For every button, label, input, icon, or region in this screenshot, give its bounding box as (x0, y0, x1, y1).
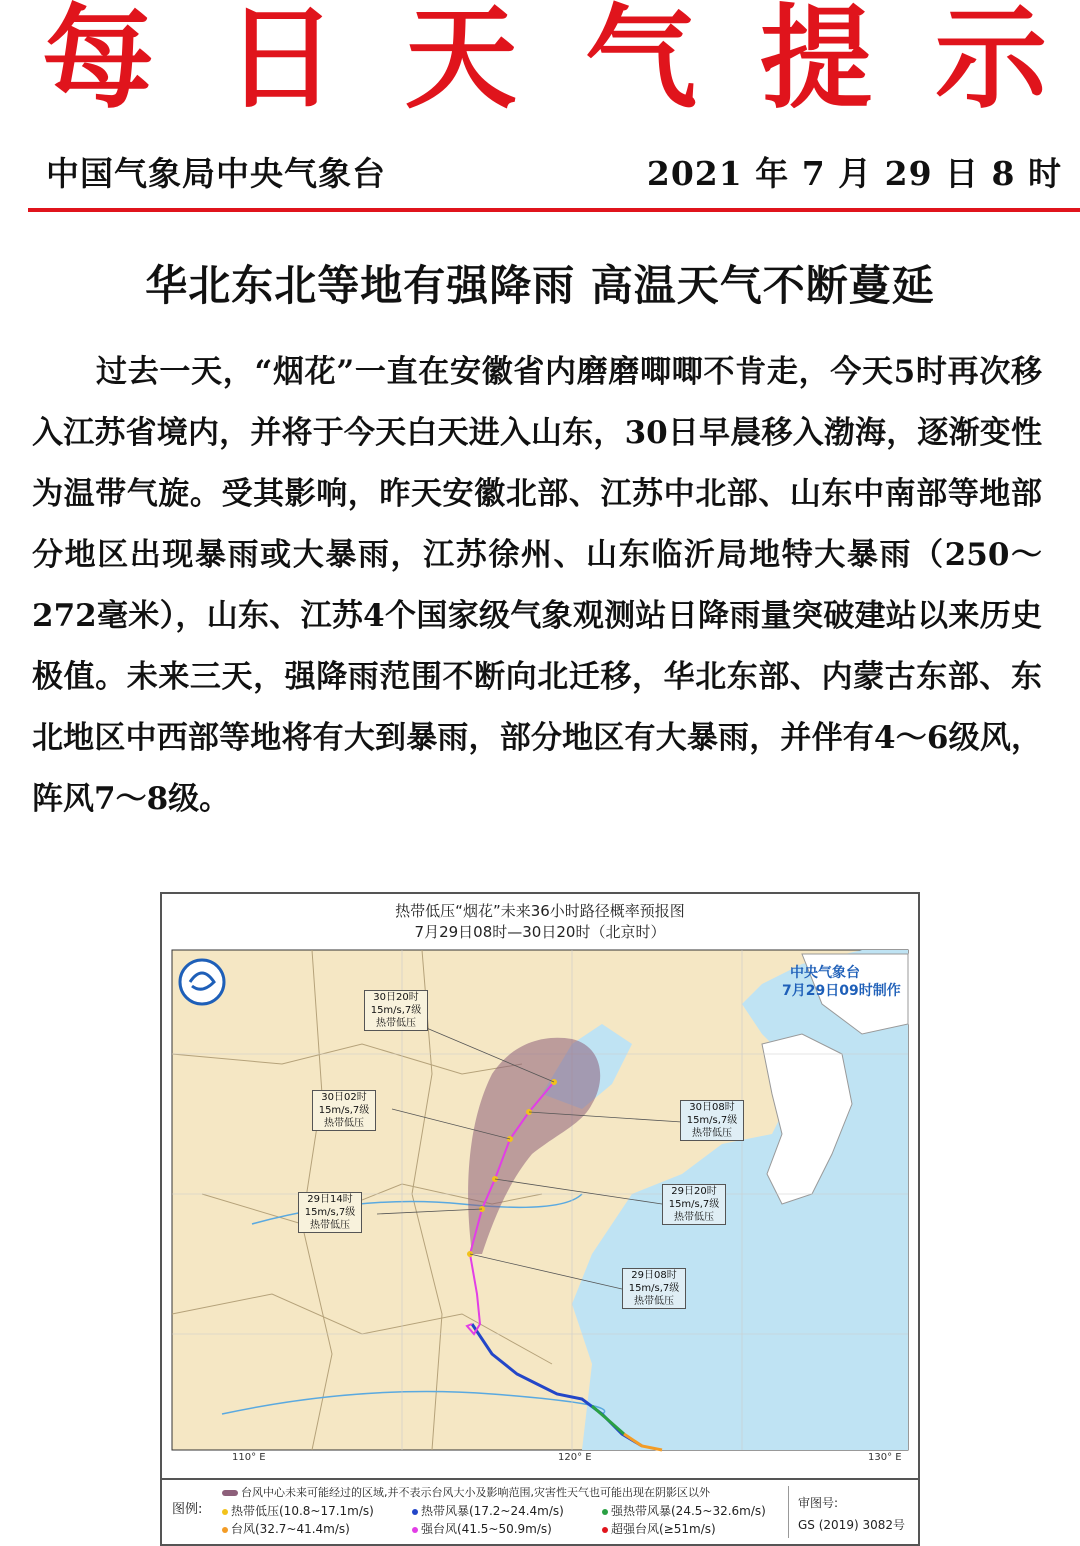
map-subtitle: 7月29日08时—30日20时（北京时） (414, 923, 666, 941)
banner-char: 每 (42, 0, 154, 124)
legend-cone-note: 台风中心未来可能经过的区域,并不表示台风大小及影响范围,灾害性天气也可能出现在阴影区以外 (222, 1484, 710, 1500)
map-title: 热带低压“烟花”未来36小时路径概率预报图 (395, 902, 685, 920)
legend-dot-icon (602, 1509, 608, 1515)
map-produced-at: 7月29日09时制作 (782, 983, 901, 999)
lon-label: 110° E (232, 1452, 266, 1463)
track-callout: 29日20时 15m/s,7级 热带低压 (662, 1184, 726, 1225)
legend-dot-icon (222, 1509, 228, 1515)
lon-label: 130° E (868, 1452, 902, 1463)
banner-title (0, 0, 1080, 124)
banner-char: 天 (405, 0, 517, 124)
map-producer: 中央气象台 (790, 965, 860, 981)
banner-char: 示 (935, 0, 1047, 124)
banner-char: 气 (585, 0, 697, 124)
issue-datetime: 2021 年 7 月 29 日 8 时 (646, 154, 1062, 193)
legend-item: 强台风(41.5~50.9m/s) (412, 1520, 552, 1537)
legend-dot-icon (222, 1527, 228, 1533)
lon-label: 120° E (558, 1452, 592, 1463)
approval-number: GS (2019) 3082号 (798, 1518, 905, 1532)
headline: 华北东北等地有强降雨 高温天气不断蔓延 (145, 261, 935, 310)
legend-item: 强热带风暴(24.5~32.6m/s) (602, 1502, 766, 1519)
track-callout: 30日02时 15m/s,7级 热带低压 (312, 1090, 376, 1131)
legend-dot-icon (602, 1527, 608, 1533)
cma-logo (180, 960, 224, 1004)
banner-char: 日 (225, 0, 337, 124)
legend-item: 热带风暴(17.2~24.4m/s) (412, 1502, 564, 1519)
cone-swatch-icon (222, 1490, 238, 1496)
track-callout: 29日14时 15m/s,7级 热带低压 (298, 1192, 362, 1233)
legend-item: 台风(32.7~41.4m/s) (222, 1520, 350, 1537)
legend-dot-icon (412, 1509, 418, 1515)
track-callout: 30日08时 15m/s,7级 热带低压 (680, 1100, 744, 1141)
banner-char: 提 (760, 0, 872, 124)
track-callout: 30日20时 15m/s,7级 热带低压 (364, 990, 428, 1031)
red-divider (28, 208, 1080, 212)
legend-item: 热带低压(10.8~17.1m/s) (222, 1502, 374, 1519)
forecast-map (160, 892, 920, 1480)
agency-name: 中国气象局中央气象台 (46, 154, 386, 193)
map-legend (160, 1478, 920, 1546)
legend-item: 超强台风(≥51m/s) (602, 1520, 716, 1537)
body-paragraph: 过去一天，“烟花”一直在安徽省内磨磨唧唧不肯走，今天5时再次移入江苏省境内，并将于今天白天进入山东，30日早晨移入渤海，逐渐变性为温带气旋。受其影响，昨天安徽北部、江苏中北部、山东中南部等地部分地区出现暴雨或大暴雨，江苏徐州、山东临沂局地特大暴雨（250～272毫米），山东、江苏4个国家级气象观测站日降雨量突破建站以来历史极值。未来三天，强降雨范围不断向北迁移，华北东部、内蒙古东部、东北地区中西部等地将有大到暴雨，部分地区有大暴雨，并伴有4～6级风，阵风7～8级。 (32, 354, 1042, 817)
approval-label: 审图号: (798, 1496, 839, 1510)
track-callout: 29日08时 15m/s,7级 热带低压 (622, 1268, 686, 1309)
legend-title: 图例: (172, 1502, 203, 1517)
legend-dot-icon (412, 1527, 418, 1533)
